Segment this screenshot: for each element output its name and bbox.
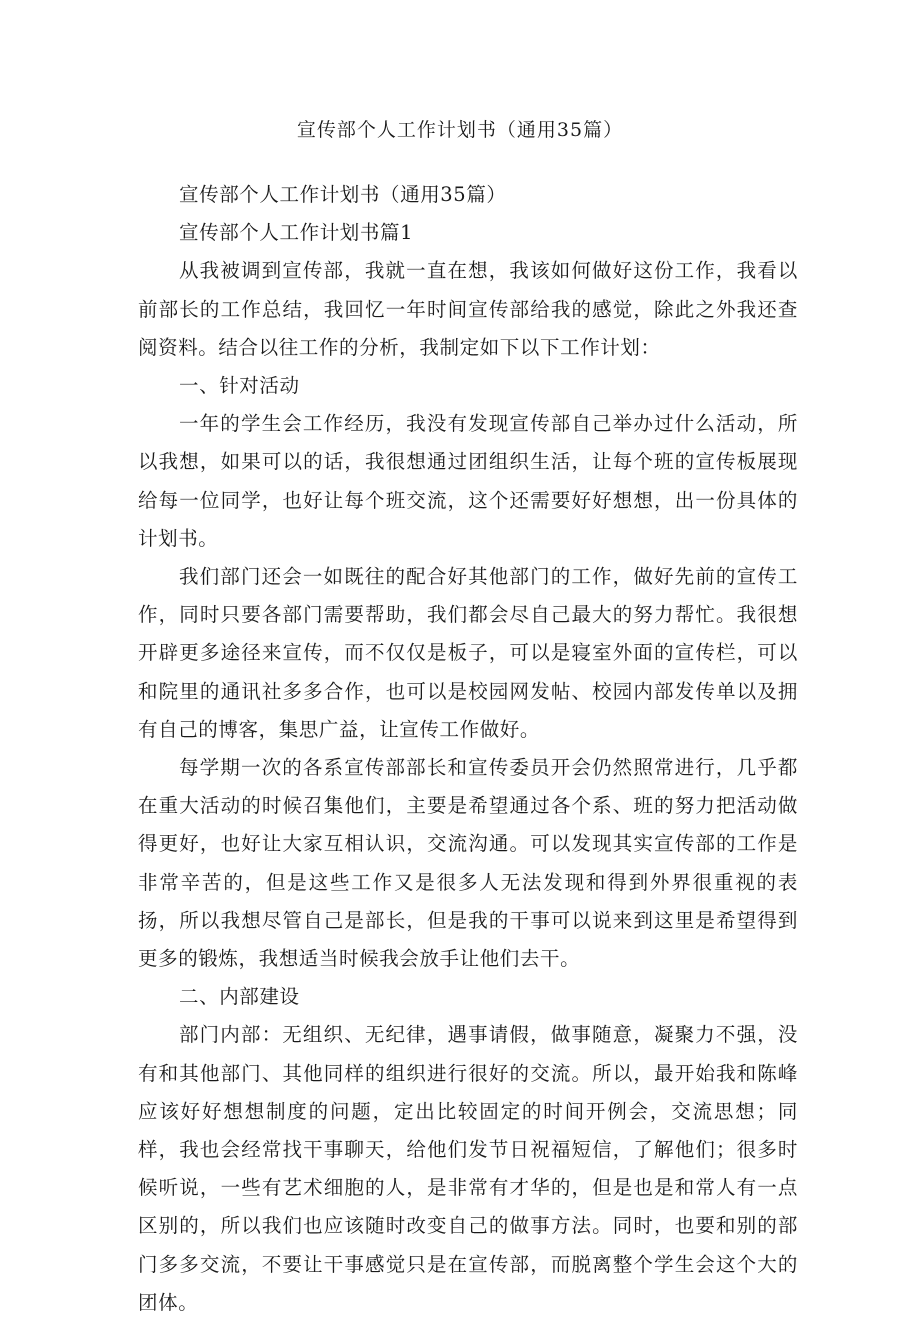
document-title: 宣传部个人工作计划书（通用35篇） bbox=[296, 119, 624, 141]
activities-paragraph-1: 一年的学生会工作经历，我没有发现宣传部自己举办过什么活动，所以我想，如果可以的话，我很想通过团组织生活，让每个班的宣传板展现给每一位同学，也好让每个班交流，这个还需要好好想想，出一份具体的计划书。 bbox=[138, 412, 798, 550]
internal-paragraph: 部门内部：无组织、无纪律，遇事请假，做事随意，凝聚力不强，没有和其他部门、其他同样的组织进行很好的交流。所以，最开始我和陈峰应该好好想想制度的问题，定出比较固定的时间开例会，交流思想；同样，我也会经常找干事聊天，给他们发节日祝福短信，了解他们；很多时候听说，一些有艺术细胞的人，是非常有才华的，但是也是和常人有一点区别的，所以我们也应该随时改变自己的做事方法。同时，也要和别的部门多多交流，不要让干事感觉只是在宣传部，而脱离整个学生会这个大的团体。 bbox=[138, 1023, 798, 1314]
heading-activities: 一、针对活动 bbox=[179, 374, 300, 398]
activities-paragraph-3: 每学期一次的各系宣传部部长和宣传委员开会仍然照常进行，几乎都在重大活动的时候召集他们，主要是希望通过各个系、班的努力把活动做得更好，也好让大家互相认识，交流沟通。可以发现其实宣传部的工作是非常辛苦的，但是这些工作又是很多人无法发现和得到外界很重视的表扬，所以我想尽管自己是部长，但是我的干事可以说来到这里是希望得到更多的锻炼，我想适当时候我会放手让他们去干。 bbox=[138, 756, 798, 971]
section-title-paragraph: 宣传部个人工作计划书篇1 bbox=[179, 221, 414, 245]
subtitle-paragraph: 宣传部个人工作计划书（通用35篇） bbox=[179, 183, 507, 206]
activities-paragraph-2: 我们部门还会一如既往的配合好其他部门的工作，做好先前的宣传工作，同时只要各部门需要帮助，我们都会尽自己最大的努力帮忙。我很想开辟更多途径来宣传，而不仅仅是板子，可以是寝室外面的宣传栏，可以和院里的通讯社多多合作，也可以是校园网发帖、校园内部发传单以及拥有自己的博客，集思广益，让宣传工作做好。 bbox=[138, 565, 798, 741]
heading-internal-construction: 二、内部建设 bbox=[179, 985, 300, 1009]
document-body bbox=[138, 176, 798, 1322]
intro-paragraph: 从我被调到宣传部，我就一直在想，我该如何做好这份工作，我看以前部长的工作总结，我回忆一年时间宣传部给我的感觉，除此之外我还查阅资料。结合以往工作的分析，我制定如下以下工作计划： bbox=[138, 259, 798, 359]
